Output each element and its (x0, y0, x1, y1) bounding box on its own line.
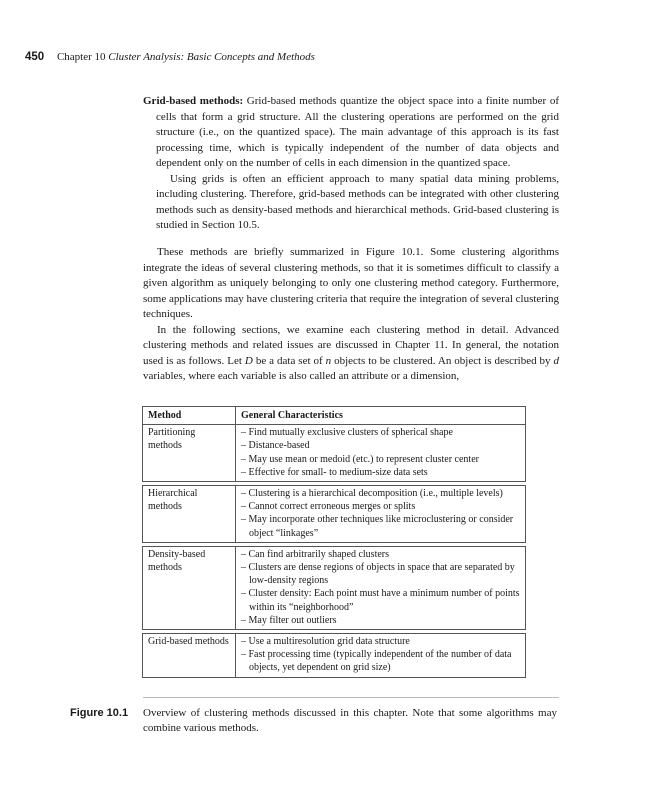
running-header (25, 50, 585, 64)
body-paragraph-2: In the following sections, we examine each clustering method in detail. Advanced clustering methods and related issues are discussed in Chapter 11. In general, the notation used is as follows. Let D be a data set of n objects to be clustered. An object is described by d variables, where each variable is also called an attribute or a dimension, (143, 323, 560, 382)
characteristic-item: – Clustering is a hierarchical decomposition (i.e., multiple levels) (241, 488, 503, 500)
column-header-method: Method (142, 406, 236, 425)
characteristic-item: – Use a multiresolution grid data structure (241, 636, 410, 648)
figure-caption-text: Overview of clustering methods discussed in this chapter. Note that some algorithms may combine various methods. (143, 707, 557, 734)
characteristic-item: – Can find arbitrarily shaped clusters (241, 548, 390, 560)
figure-caption (70, 706, 560, 736)
characteristic-item: – Find mutually exclusive clusters of spherical shape (241, 427, 453, 439)
grid-methods-paragraph-2 (143, 172, 559, 234)
characteristic-item: – Distance-based (241, 440, 310, 452)
table-header-row (142, 406, 526, 425)
clustering-methods-table (142, 406, 526, 678)
characteristic-item: – Fast processing time (typically independent of the number of data objects, yet dependent on grid size) (241, 649, 512, 674)
method-characteristics (236, 486, 526, 543)
characteristic-item: – Cluster density: Each point must have a minimum number of points within its “neighborhood” (241, 588, 520, 613)
characteristic-item: – Cannot correct erroneous merges or splits (241, 501, 416, 513)
characteristic-item: – May use mean or medoid (etc.) to represent cluster center (241, 453, 479, 465)
grid-methods-section (143, 94, 559, 234)
characteristic-item: – Effective for small- to medium-size data sets (241, 466, 428, 478)
chapter-number: Chapter 10 (56, 51, 106, 63)
column-header-characteristics: General Characteristics (236, 406, 526, 425)
method-name: Partitioning methods (142, 425, 236, 482)
chapter-title: Cluster Analysis: Basic Concepts and Methods (108, 51, 315, 63)
method-name: Grid-based methods (142, 634, 236, 678)
grid-methods-paragraph (143, 94, 559, 172)
grid-methods-text: Grid-based methods quantize the object space into a finite number of cells that form a grid structure. All the clustering operations are performed on the grid structure (i.e., on the quantized space). The main advantage of this approach is its fast processing time, which is typically independent of the number of data objects and dependent only on the number of cells in each dimension in the quantized space. (156, 95, 559, 169)
table-row (142, 547, 526, 630)
characteristic-item: – May incorporate other techniques like microclustering or consider object “linkages” (241, 514, 514, 539)
method-characteristics (236, 547, 526, 630)
table-row (142, 634, 526, 678)
figure-rule (143, 697, 559, 698)
characteristic-item: – May filter out outliers (241, 614, 337, 626)
table-row (142, 486, 526, 543)
page-number: 450 (25, 51, 45, 63)
grid-methods-heading: Grid-based methods: (143, 95, 244, 107)
characteristic-item: – Clusters are dense regions of objects in space that are separated by low-density regions (241, 562, 515, 587)
method-name: Hierarchical methods (142, 486, 236, 543)
table-row (142, 425, 526, 482)
body-section (143, 245, 559, 385)
method-characteristics (236, 425, 526, 482)
method-characteristics (236, 634, 526, 678)
method-name: Density-based methods (142, 547, 236, 630)
figure-label: Figure 10.1 (70, 707, 129, 719)
grid-methods-text-2: Using grids is often an efficient approach to many spatial data mining problems, including clustering. Therefore, grid-based methods can be integrated with other clustering methods such as density-based methods and hierarchical methods. Grid-based clustering is studied in Section 10.5. (156, 172, 559, 231)
body-paragraph-1: These methods are briefly summarized in Figure 10.1. Some clustering algorithms integrate the ideas of several clustering methods, so that it is sometimes difficult to classify a given algorithm as uniquely belonging to only one clustering method category. Furthermore, some applications may have clustering criteria that require the integration of several clustering techniques. (143, 246, 560, 320)
